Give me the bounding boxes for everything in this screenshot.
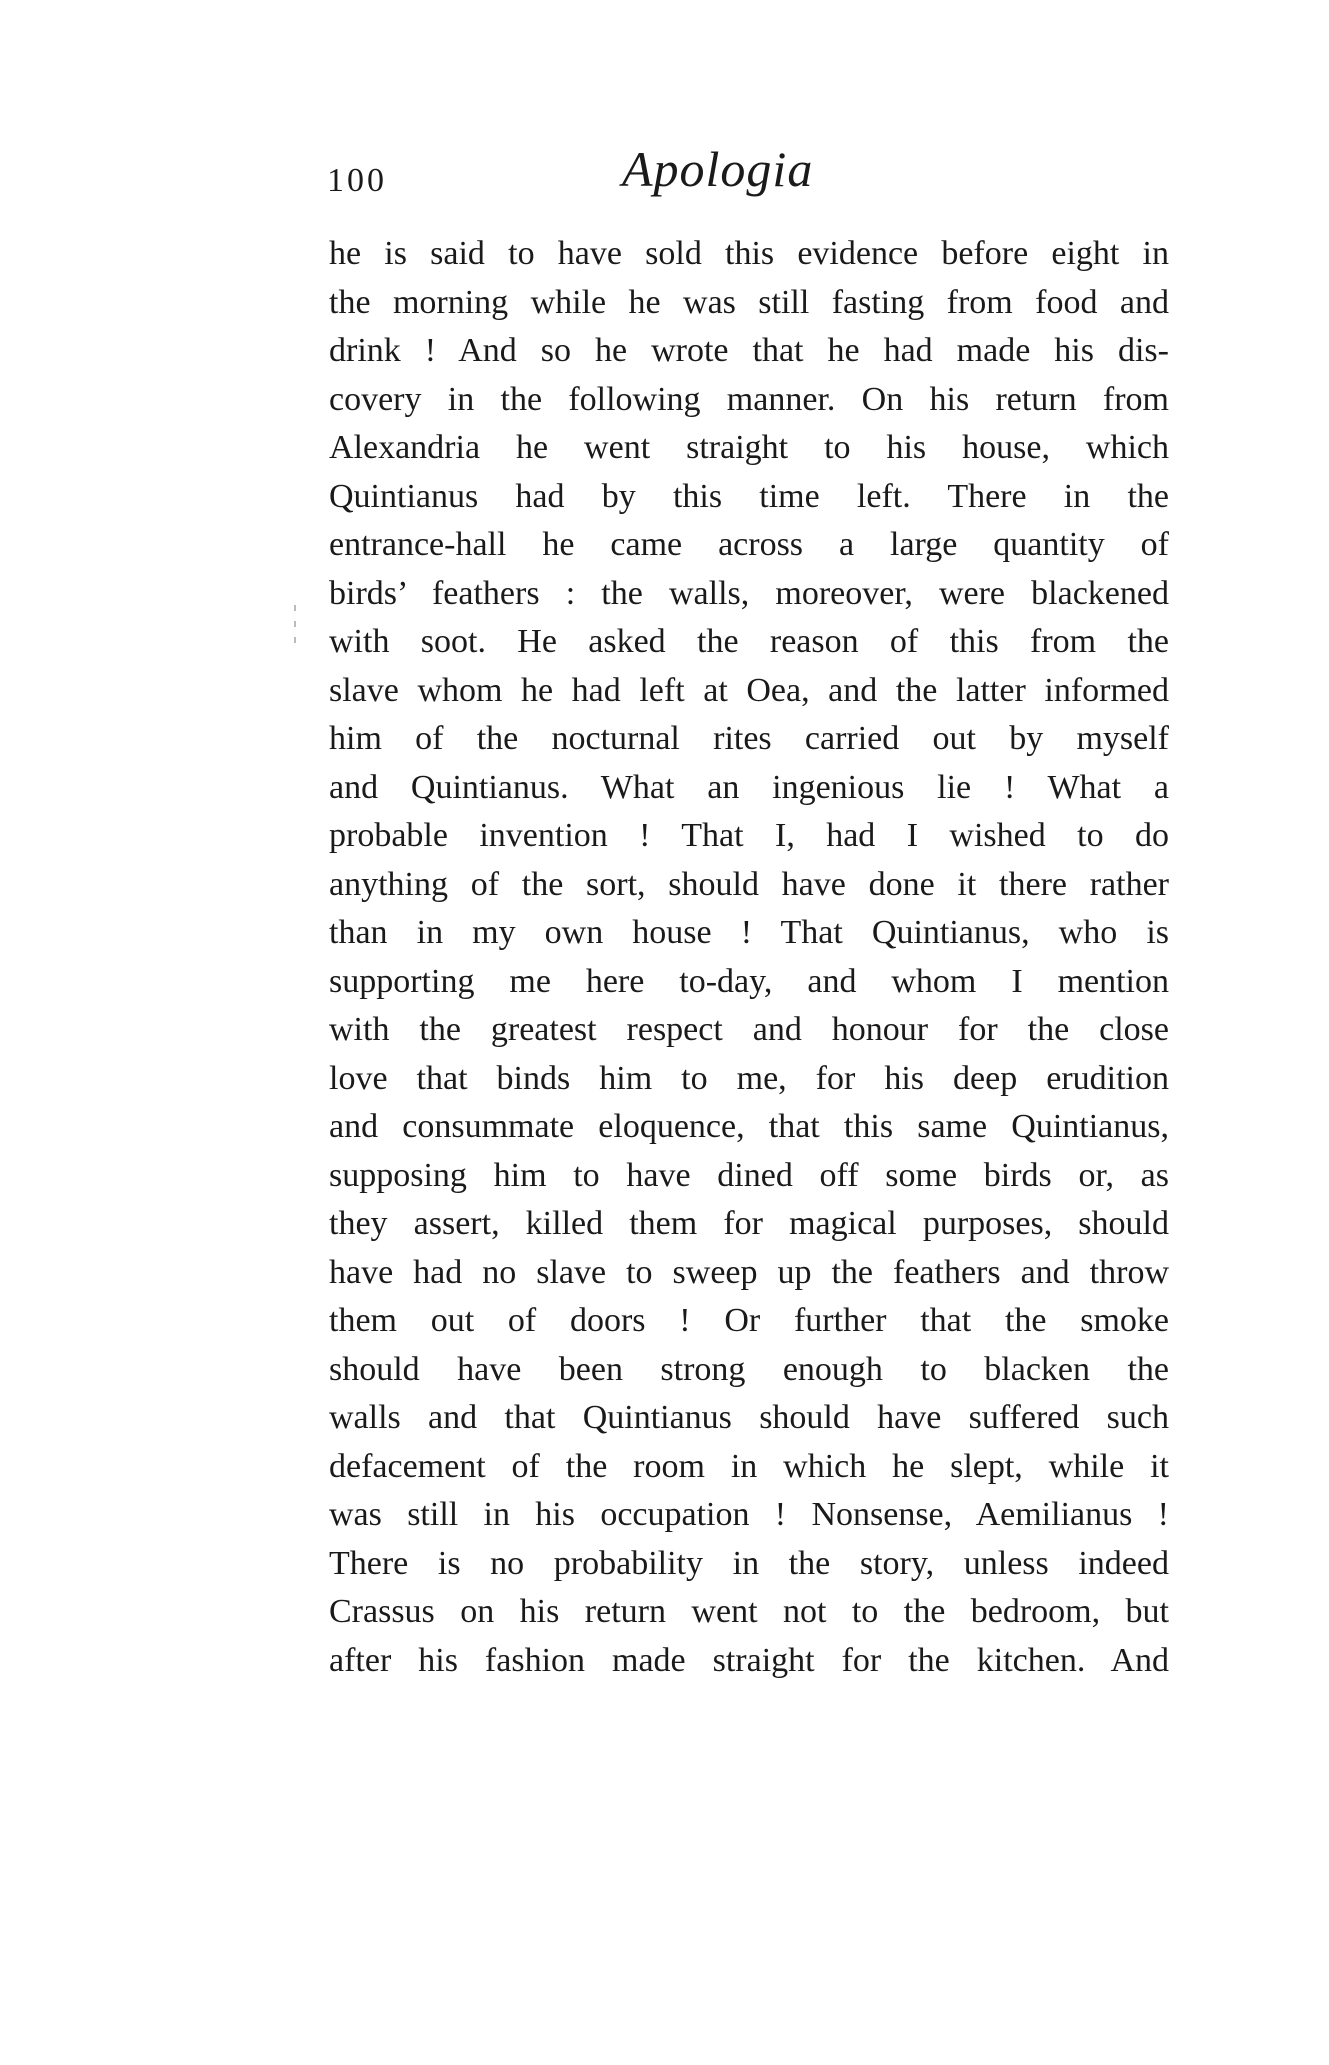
text-line: Crassus on his return went not to the bedroom, but: [329, 1593, 1169, 1630]
text-line: walls and that Quintianus should have suffered such: [329, 1399, 1169, 1436]
text-line: with the greatest respect and honour for the close: [329, 1011, 1169, 1048]
text-line: them out of doors ! Or further that the smoke: [329, 1302, 1169, 1339]
text-line: Quintianus had by this time left. There in the: [329, 477, 1169, 515]
text-line: than in my own house ! That Quintianus, who is: [329, 914, 1169, 951]
running-title: Apologia: [622, 141, 814, 197]
body-text: [329, 230, 1169, 1685]
text-line: have had no slave to sweep up the feathers and throw: [329, 1253, 1169, 1291]
text-line: defacement of the room in which he slept, while it: [329, 1447, 1169, 1485]
text-line: drink ! And so he wrote that he had made his dis-: [329, 332, 1169, 369]
text-line: There is no probability in the story, unless indeed: [329, 1544, 1169, 1582]
text-line: him of the nocturnal rites carried out by myself: [329, 720, 1169, 757]
text-line: and Quintianus. What an ingenious lie ! What a: [329, 768, 1169, 806]
text-line: love that binds him to me, for his deep erudition: [329, 1059, 1169, 1097]
text-line: he is said to have sold this evidence before eight in: [329, 235, 1169, 272]
text-line: Alexandria he went straight to his house, which: [329, 429, 1169, 466]
text-line: and consummate eloquence, that this same Quintianus,: [329, 1108, 1169, 1145]
margin-mark: [294, 605, 296, 611]
text-line: slave whom he had left at Oea, and the latter informed: [329, 671, 1169, 709]
text-line: birds’ feathers : the walls, moreover, were blackened: [329, 574, 1169, 612]
margin-mark: [294, 621, 296, 627]
margin-mark: [294, 637, 296, 643]
text-line: the morning while he was still fasting from food and: [329, 283, 1169, 321]
running-head: [327, 140, 1167, 210]
text-line: supposing him to have dined off some birds or, as: [329, 1156, 1169, 1194]
text-line: supporting me here to-day, and whom I mention: [329, 962, 1169, 1000]
text-line: after his fashion made straight for the kitchen. And: [329, 1641, 1169, 1679]
page-number: 100: [327, 162, 387, 199]
text-line: was still in his occupation ! Nonsense, Aemilianus !: [329, 1496, 1169, 1533]
text-line: with soot. He asked the reason of this from the: [329, 623, 1169, 660]
text-line: should have been strong enough to blacken the: [329, 1350, 1169, 1388]
text-line: anything of the sort, should have done it there rather: [329, 865, 1169, 903]
text-line: probable invention ! That I, had I wished to do: [329, 817, 1169, 854]
text-line: they assert, killed them for magical purposes, should: [329, 1205, 1169, 1242]
text-line: entrance-hall he came across a large quantity of: [329, 526, 1169, 563]
margin-marks: [292, 605, 300, 675]
text-line: covery in the following manner. On his return from: [329, 380, 1169, 418]
